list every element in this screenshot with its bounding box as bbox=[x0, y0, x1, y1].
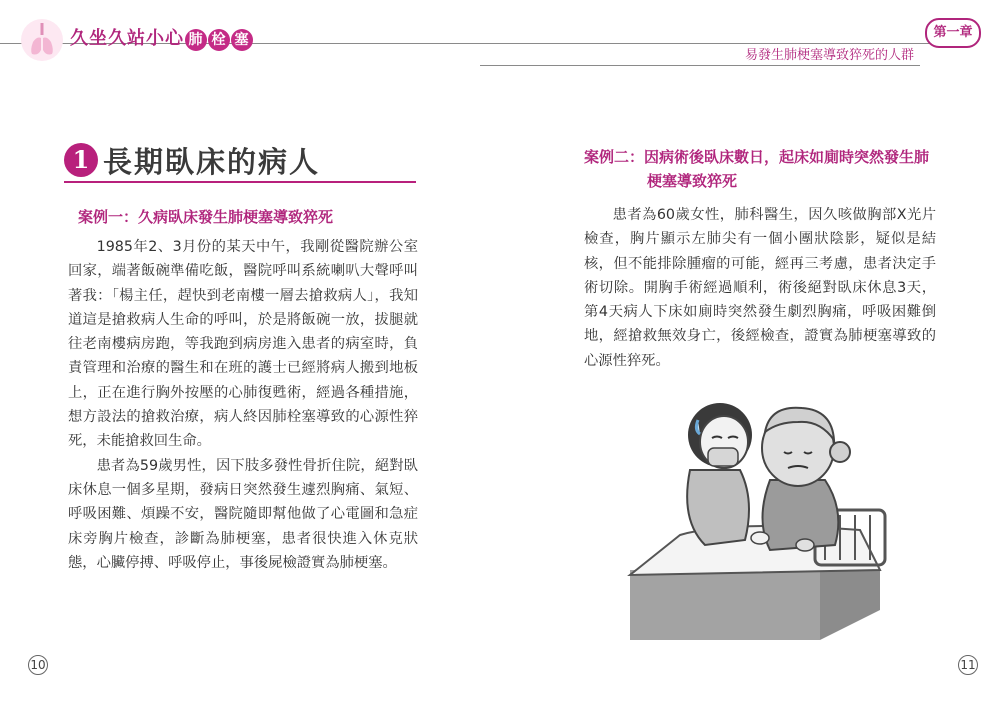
patient-bed-illustration bbox=[620, 360, 900, 660]
lungs-icon bbox=[20, 18, 64, 62]
chapter-badge: 第一章 bbox=[925, 18, 981, 48]
book-title-char-1: 肺 bbox=[185, 29, 207, 51]
page-number-right-label: 11 bbox=[958, 655, 978, 675]
case2-heading-line2: 梗塞導致猝死 bbox=[647, 172, 738, 190]
header-rule-right bbox=[480, 65, 920, 66]
case1-body bbox=[68, 235, 418, 575]
section-underline bbox=[64, 181, 416, 183]
book-title-char-3: 塞 bbox=[231, 29, 253, 51]
case2-body bbox=[584, 203, 936, 373]
case2-paragraph-1: 患者為60歲女性，肺科醫生，因久咳做胸部X光片檢查，胸片顯示左肺尖有一個小團狀陰影，疑似是結核，但不能排除腫瘤的可能，經再三考慮，患者決定手術切除。開胸手術經過順利，術後絕對臥床休息3天，第4天病人下床如廁時突然發生劇烈胸痛，呼吸困難倒地，經搶救無效身亡，後經檢查，證實為肺梗塞導致的心源性猝死。 bbox=[584, 207, 936, 369]
page-number-left-label: 10 bbox=[28, 655, 48, 675]
book-title-char-2: 栓 bbox=[208, 29, 230, 51]
page-number-right bbox=[958, 655, 978, 675]
case2-heading-line1: 案例二：因病術後臥床數日，起床如廁時突然發生肺 bbox=[584, 148, 930, 166]
case1-heading: 案例一：久病臥床發生肺梗塞導致猝死 bbox=[78, 208, 334, 226]
section-number: 1 bbox=[64, 143, 98, 177]
section-title: 長期臥床的病人 bbox=[103, 145, 321, 179]
page-number-left bbox=[28, 655, 48, 675]
running-head: 易發生肺梗塞導致猝死的人群 bbox=[744, 48, 914, 63]
book-title-text: 久坐久站小心 bbox=[70, 28, 184, 49]
book-title bbox=[70, 24, 253, 51]
case1-paragraph-2: 患者為59歲男性，因下肢多發性骨折住院，絕對臥床休息一個多星期，發病日突然發生遽烈胸痛、氣短、呼吸困難、煩躁不安，醫院隨即幫他做了心電圖和急症床旁胸片檢查，診斷為肺梗塞，患者很快進入休克狀態，心臟停搏、呼吸停止，事後屍檢證實為肺梗塞。 bbox=[68, 457, 418, 571]
case1-paragraph-1: 1985年2、3月份的某天中午，我剛從醫院辦公室回家，端著飯碗準備吃飯，醫院呼叫系統喇叭大聲呼叫著我：「楊主任，趕快到老南樓一層去搶救病人」，我知道這是搶救病人生命的呼叫，於是將飯碗一放，拔腿就往老南樓病房跑，等我跑到病房進入患者的病室時，負責管理和治療的醫生和在班的護士已經將病人搬到地板上，正在進行胸外按壓的心肺復甦術，經過各種措施，想方設法的搶救治療，病人終因肺栓塞導致的心源性猝死，未能搶救回生命。 bbox=[68, 239, 418, 450]
